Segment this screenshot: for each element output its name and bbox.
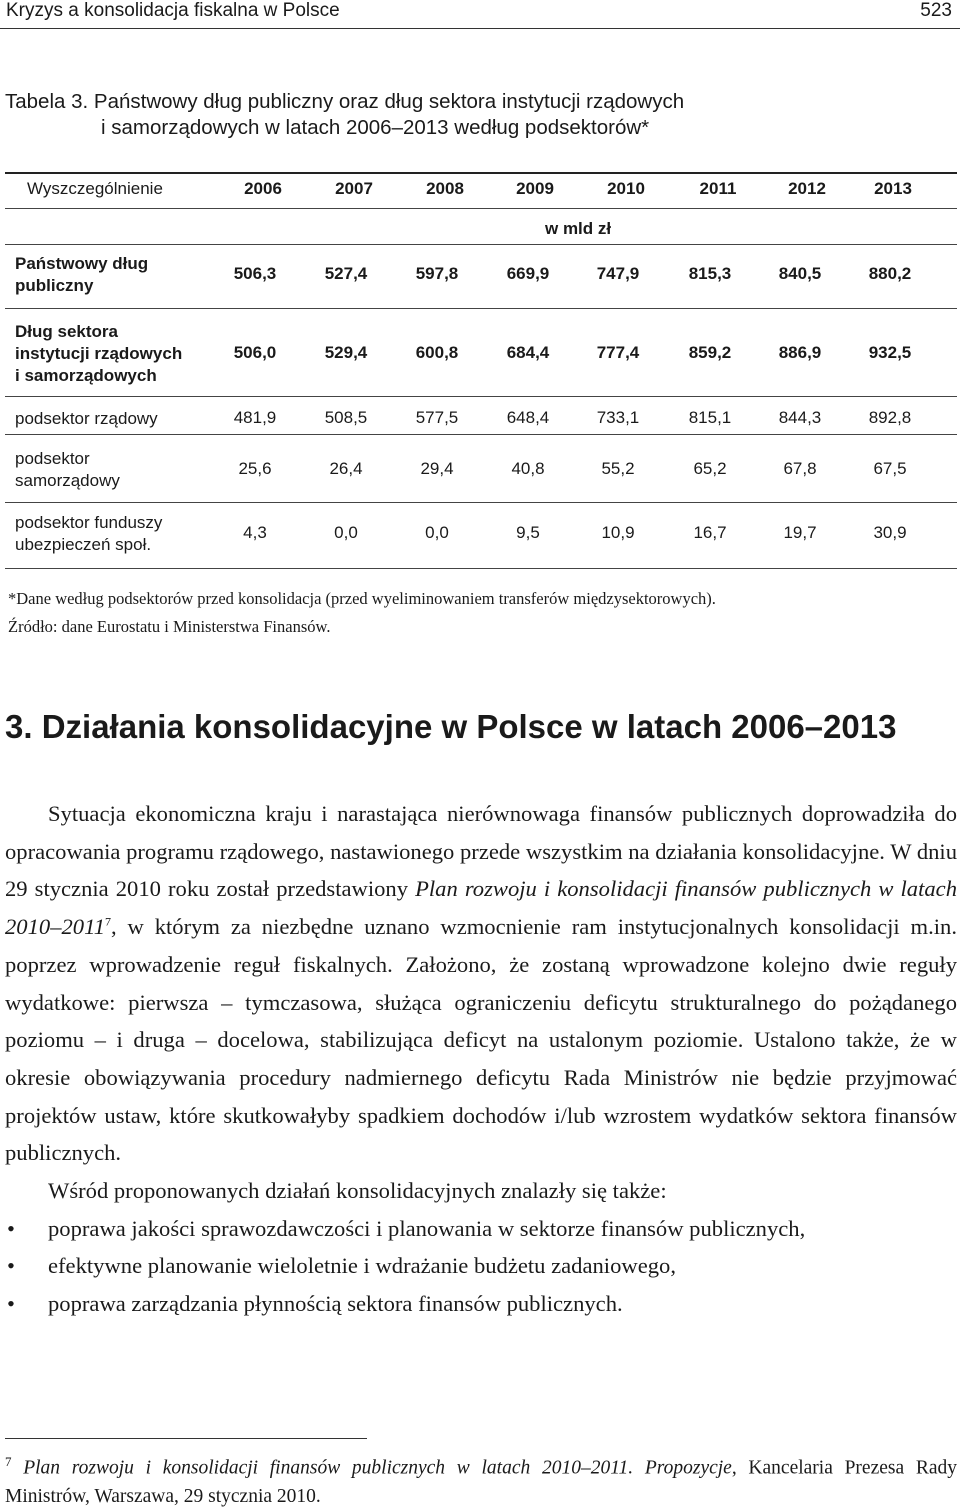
table-header-label: Wyszczególnienie [27,179,163,198]
row-label-line: instytucji rządowych [15,344,183,363]
table-cell: 777,4 [596,343,640,362]
header-rule [0,28,960,29]
running-header [0,0,960,28]
row-label-line: samorządowy [15,471,120,490]
section-heading: 3. Działania konsolidacyjne w Polsce w latach 2006–2013 [5,708,897,745]
row-label-line: podsektor rządowy [15,409,158,428]
table-caption-line-1 [5,89,684,115]
table-cell: 55,2 [601,459,635,478]
year-header-0: 2006 [244,179,282,198]
row-label-line: publiczny [15,276,94,295]
table-cell: 600,8 [415,343,459,362]
running-header-title: Kryzys a konsolidacja fiskalna w Polsce [6,0,340,21]
year-header-6: 2012 [788,179,826,198]
table-cell: 684,4 [506,343,550,362]
year-header-4: 2010 [607,179,645,198]
row-label-0 [15,253,148,297]
table-header-rule [5,208,957,209]
table-unit-label: w mld zł [545,219,612,238]
bullet-text: poprawa jakości sprawozdawczości i planowania w sektorze finansów publicznych, [48,1215,806,1241]
row-label-3 [15,448,120,492]
table-cell: 815,1 [688,408,732,427]
year-header-5: 2011 [699,179,737,198]
year-header-3: 2009 [516,179,554,198]
table-cell: 733,1 [596,408,640,427]
row-label-line: i samorządowych [15,366,157,385]
paragraph-1-text: Sytuacja ekonomiczna kraju i narastająca nierównowaga finansów publicznych doprowadziła do opracowania programu rządowego, nastawionego przede wszystkim na działania konsolidacyjne. W dniu 29 stycznia 2010 roku został przedstawiony [5,801,957,902]
table-cell: 10,9 [601,523,635,542]
table-cell: 16,7 [693,523,727,542]
row-label-line: podsektor funduszy [15,513,163,532]
table-cell: 529,4 [324,343,368,362]
footnote-rule [5,1438,367,1439]
footnote-ref[interactable]: 7 [105,914,111,929]
footnote-title: Plan rozwoju i konsolidacji finansów publicznych w latach 2010–2011. Propozycje [23,1457,732,1479]
paragraph-1 [5,795,957,1172]
row-label-line: Dług sektora [15,322,118,341]
row-label-1 [15,321,182,387]
table-cell: 25,6 [238,459,272,478]
table-caption-label: Tabela 3. [5,90,89,113]
table-cell: 19,7 [783,523,817,542]
table-cell: 26,4 [329,459,363,478]
row-rule-3 [5,434,957,435]
table-cell: 40,8 [511,459,545,478]
table-cell: 29,4 [420,459,454,478]
table-cell: 840,5 [778,264,822,283]
table-cell: 859,2 [688,343,732,362]
table-cell: 815,3 [688,264,732,283]
table-cell: 506,0 [233,343,277,362]
bullet-item [5,1247,957,1285]
paragraph-1-text-cont: , w którym za niezbędne uznano wzmocnienie ram instytucjonalnych konsolidacji m.in. poprzez wprowadzenie reguł fiskalnych. Założono, że zostaną wprowadzone kolejno dwie reguły wydatkowe: pierwsza – tymczasowa, służąca ograniczeniu deficytu strukturalnego do pożądanego poziomu – i druga – docelowa, stabilizująca deficyt na ustalonym poziomie. Ustalono także, że w okresie obowiązywania procedury nadmiernego deficytu Rada Ministrów nie będzie przyjmować projektów ustaw, które skutkowałyby spadkiem dochodów i/lub wzrostem wydatków sektora finansów publicznych. [5,914,957,1166]
row-label-line: podsektor [15,449,90,468]
row-label-line: ubezpieczeń społ. [15,535,152,554]
table-bottom-rule [5,568,957,569]
footnote-number: 7 [5,1454,12,1469]
table-cell: 65,2 [693,459,727,478]
table-cell: 67,8 [783,459,817,478]
bullet-text: efektywne planowanie wieloletnie i wdrażanie budżetu zadaniowego, [48,1253,676,1279]
table-cell: 886,9 [778,343,822,362]
table-unit-rule [205,244,957,245]
table-cell: 844,3 [778,408,822,427]
year-header-1: 2007 [335,179,373,198]
bullet-item [5,1210,957,1248]
year-header-7: 2013 [874,179,912,198]
table-notes [8,585,716,641]
table-caption-title: Państwowy dług publiczny oraz dług sektora instytucji rządowych [93,90,685,113]
table-cell: 9,5 [516,523,540,542]
table-caption [5,89,684,141]
table-cell: 481,9 [233,408,277,427]
table-note: *Dane według podsektorów przed konsolidacja (przed wyeliminowaniem transferów międzysektorowych). [8,589,716,608]
table-cell: 932,5 [868,343,912,362]
page-number: 523 [920,0,952,21]
table-cell: 597,8 [415,264,459,283]
bullet-item [5,1285,957,1323]
row-label-4 [15,512,162,556]
table-cell: 880,2 [868,264,912,283]
table-cell: 4,3 [243,523,267,542]
row-rule-4 [5,502,957,503]
table-cell: 669,9 [506,264,550,283]
table-cell: 527,4 [324,264,368,283]
bullet-dot-icon: • [7,1291,15,1317]
table-top-rule [5,172,957,174]
debt-table [5,172,957,569]
row-label-2 [15,408,158,430]
row-rule-1 [5,308,957,309]
table-cell: 577,5 [415,408,459,427]
table-caption-line-2: i samorządowych w latach 2006–2013 według podsektorów* [101,116,650,139]
bullet-list [5,1210,957,1323]
bullet-text: poprawa zarządzania płynnością sektora finansów publicznych. [48,1291,623,1317]
row-label-line: Państwowy dług [15,254,149,273]
table-cell: 648,4 [506,408,550,427]
plan-title: Plan rozwoju i konsolidacji finansów publicznych w latach 2010–2011 [5,876,958,940]
table-cell: 747,9 [596,264,640,283]
table-cell: 67,5 [873,459,907,478]
table-cell: 0,0 [334,523,358,542]
table-cell: 506,3 [233,264,277,283]
row-rule-2 [5,396,957,397]
table-cell: 30,9 [873,523,907,542]
table-cell: 892,8 [868,408,912,427]
table-cell: 0,0 [425,523,449,542]
body-text [5,795,957,1323]
table-source: Źródło: dane Eurostatu i Ministerstwa Finansów. [8,617,331,636]
footnote-rest: , Kancelaria Prezesa Rady Ministrów, Warszawa, 29 stycznia 2010. [5,1457,958,1507]
footnote-7 [5,1448,957,1511]
bullet-dot-icon: • [7,1253,15,1279]
paragraph-2: Wśród proponowanych działań konsolidacyjnych znalazły się także: [48,1178,667,1204]
table-cell: 508,5 [324,408,368,427]
bullet-dot-icon: • [7,1215,15,1241]
year-header-2: 2008 [426,179,464,198]
